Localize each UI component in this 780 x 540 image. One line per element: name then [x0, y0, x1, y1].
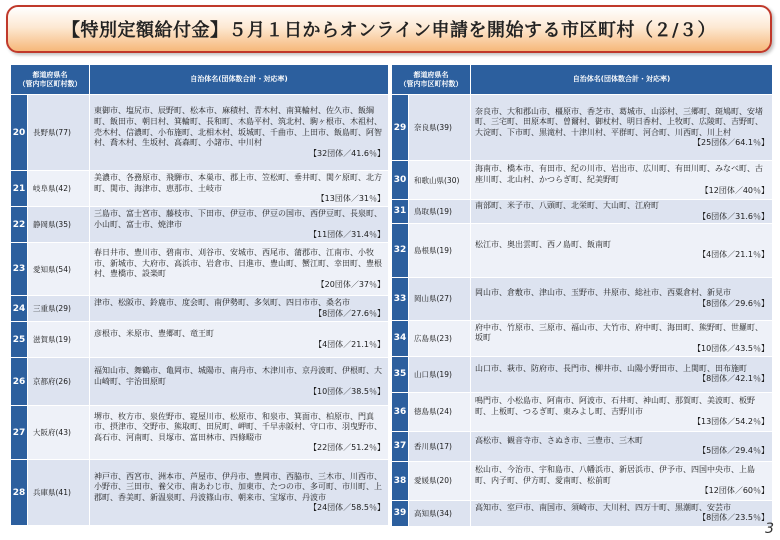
count-and-rate: 【8団体／29.6％】 — [698, 298, 769, 308]
municipality-list: 高松市、観音寺市、さぬき市、三豊市、三木町 — [475, 435, 643, 445]
municipality-list: 府中市、竹原市、三原市、福山市、大竹市、府中町、海田町、熊野町、世羅町、坂町 — [475, 322, 763, 343]
municipality-list: 松江市、奥出雲町、西ノ島町、飯南町 — [475, 239, 611, 249]
municipality-cell — [471, 200, 773, 224]
table-row — [392, 95, 773, 161]
prefecture-name: 大阪府(43) — [28, 406, 90, 460]
table-row — [392, 500, 773, 526]
prefecture-name: 山口県(19) — [409, 356, 471, 392]
count-and-rate: 【12団体／60％】 — [700, 486, 769, 496]
table-row — [11, 243, 389, 296]
municipality-list: 高知市、室戸市、南国市、須崎市、大川村、四万十町、黒潮町、安芸市 — [475, 502, 731, 512]
municipality-list: 彦根市、米原市、豊郷町、竜王町 — [94, 329, 214, 339]
count-and-rate: 【12団体／40％】 — [700, 185, 769, 195]
municipality-cell — [471, 500, 773, 526]
table-row — [392, 223, 773, 277]
count-and-rate: 【5団体／29.4％】 — [698, 446, 769, 456]
municipality-list: 海南市、橋本市、有田市、紀の川市、岩出市、広川町、有田川町、みなべ町、古座川町、北山村、かつらぎ町、紀美野町 — [475, 164, 763, 184]
prefecture-name: 岐阜県(42) — [28, 171, 90, 207]
count-and-rate: 【10団体／38.5％】 — [309, 387, 385, 397]
prefecture-header-line1: 都道府県名 — [413, 70, 449, 79]
table-row — [392, 277, 773, 320]
municipality-cell — [471, 461, 773, 500]
prefecture-name: 兵庫県(41) — [28, 460, 90, 526]
prefecture-name: 滋賀県(19) — [28, 322, 90, 358]
prefecture-name: 鳥取県(19) — [409, 200, 471, 224]
count-and-rate: 【4団体／21.1％】 — [698, 250, 769, 260]
row-number: 21 — [11, 171, 28, 207]
prefecture-name: 高知県(34) — [409, 500, 471, 526]
row-number: 35 — [392, 356, 409, 392]
row-number: 39 — [392, 500, 409, 526]
prefecture-name: 徳島県(24) — [409, 392, 471, 431]
prefecture-name: 静岡県(35) — [28, 207, 90, 243]
municipality-list: 三島市、富士宮市、藤枝市、下田市、伊豆市、伊豆の国市、西伊豆町、長泉町、小山町、富士市、焼津市 — [94, 208, 382, 229]
count-and-rate: 【8団体／23.5％】 — [698, 513, 769, 523]
right-table-header — [392, 65, 773, 95]
municipality-cell — [90, 243, 389, 296]
count-and-rate: 【13団体／54.2％】 — [693, 417, 769, 427]
page-number: 3 — [765, 521, 774, 537]
prefecture-header-line2: （管内市区町村数） — [18, 79, 82, 88]
municipality-list: 神戸市、西宮市、洲本市、芦屋市、伊丹市、豊岡市、西脇市、三木市、川西市、小野市、三田市、養父市、南あわじ市、加東市、たつの市、多可町、市川町、上郡町、香美町、新温泉町、丹波篠山市、朝来市、宝塚市、丹波市 — [94, 471, 382, 502]
table-row — [11, 171, 389, 207]
prefecture-name: 京都府(26) — [28, 358, 90, 406]
count-and-rate: 【10団体／43.5％】 — [693, 343, 769, 353]
row-number: 36 — [392, 392, 409, 431]
page-title: 【特別定額給付金】５月１日からオンライン申請を開始する市区町村（２/３） — [6, 5, 772, 53]
table-row — [392, 200, 773, 224]
municipality-list: 松山市、今治市、宇和島市、八幡浜市、新居浜市、伊予市、四国中央市、上島町、内子町、伊方町、愛南町、松前町 — [475, 465, 755, 485]
count-and-rate: 【6団体／31.6％】 — [698, 211, 769, 221]
count-and-rate: 【20団体／37％】 — [316, 279, 385, 289]
left-table-body — [11, 95, 389, 526]
prefecture-name: 愛知県(54) — [28, 243, 90, 296]
table-row — [11, 460, 389, 526]
row-number: 26 — [11, 358, 28, 406]
municipality-cell — [471, 431, 773, 461]
count-and-rate: 【13団体／31％】 — [316, 194, 385, 204]
prefecture-name: 愛媛県(20) — [409, 461, 471, 500]
municipality-list: 南部町、米子市、八頭町、北栄町、大山町、江府町 — [475, 201, 659, 210]
table-row — [11, 296, 389, 322]
row-number: 32 — [392, 223, 409, 277]
prefecture-column-header — [392, 65, 471, 95]
prefecture-name: 島根県(19) — [409, 223, 471, 277]
prefecture-name: 長野県(77) — [28, 95, 90, 171]
municipality-list: 美濃市、各務原市、飛騨市、本巣市、郡上市、笠松町、垂井町、関ケ原町、北方町、関市、海津市、恵那市、土岐市 — [94, 172, 382, 193]
municipality-cell — [471, 277, 773, 320]
row-number: 28 — [11, 460, 28, 526]
municipality-cell — [90, 296, 389, 322]
row-number: 22 — [11, 207, 28, 243]
row-number: 24 — [11, 296, 28, 322]
municipality-list: 春日井市、豊川市、碧南市、刈谷市、安城市、西尾市、蒲郡市、江南市、小牧市、新城市、大府市、高浜市、岩倉市、日進市、豊山町、蟹江町、幸田町、豊根村、豊橋市、設楽町 — [94, 248, 382, 279]
prefecture-name: 三重県(29) — [28, 296, 90, 322]
municipality-list: 東御市、塩尻市、辰野町、松本市、麻積村、青木村、南箕輪村、佐久市、飯綱町、飯田市、朝日村、箕輪町、長和町、木島平村、筑北村、駒ヶ根市、木祖村、売木村、信濃町、小布施町、北相木村、坂城町、千曲市、上田市、飯島町、阿智村、喬木村、生坂村、高森町、小諸市、中川村 — [94, 106, 382, 148]
right-table-body — [392, 95, 773, 527]
row-number: 33 — [392, 277, 409, 320]
table-row — [11, 207, 389, 243]
prefecture-name: 和歌山県(30) — [409, 161, 471, 200]
municipality-cell — [90, 406, 389, 460]
prefecture-name: 香川県(17) — [409, 431, 471, 461]
prefecture-header-line2: （管内市区町村数） — [399, 79, 463, 88]
count-and-rate: 【8団体／27.6％】 — [314, 308, 385, 318]
left-table — [10, 64, 389, 526]
prefecture-column-header — [11, 65, 90, 95]
count-and-rate: 【24団体／58.5％】 — [309, 503, 385, 513]
municipality-column-header: 自治体名(団体数合計・対応率) — [471, 65, 773, 95]
right-table — [391, 64, 773, 527]
table-row — [392, 161, 773, 200]
municipality-list: 岡山市、倉敷市、津山市、玉野市、井原市、総社市、西粟倉村、新見市 — [475, 288, 731, 298]
row-number: 27 — [11, 406, 28, 460]
table-row — [11, 358, 389, 406]
row-number: 30 — [392, 161, 409, 200]
count-and-rate: 【8団体／42.1％】 — [698, 374, 769, 384]
count-and-rate: 【22団体／51.2％】 — [309, 443, 385, 453]
municipality-cell — [471, 95, 773, 161]
row-number: 23 — [11, 243, 28, 296]
municipality-list: 鳴門市、小松島市、阿南市、阿波市、石井町、神山町、那賀町、美波町、板野町、上板町、つるぎ町、東みよし町、吉野川市 — [475, 396, 755, 416]
count-and-rate: 【32団体／41.6％】 — [309, 148, 385, 158]
municipality-cell — [90, 358, 389, 406]
table-row — [392, 461, 773, 500]
count-and-rate: 【4団体／21.1％】 — [314, 339, 385, 349]
municipality-list: 福知山市、舞鶴市、亀岡市、城陽市、南丹市、木津川市、京丹波町、伊根町、大山崎町、宇治田原町 — [94, 365, 382, 386]
prefecture-name: 奈良県(39) — [409, 95, 471, 161]
prefecture-header-line1: 都道府県名 — [32, 70, 68, 79]
table-row — [11, 406, 389, 460]
municipality-column-header: 自治体名(団体数合計・対応率) — [90, 65, 389, 95]
municipality-cell — [90, 95, 389, 171]
row-number: 29 — [392, 95, 409, 161]
municipality-cell — [471, 320, 773, 356]
row-number: 20 — [11, 95, 28, 171]
table-row — [392, 392, 773, 431]
municipality-cell — [471, 392, 773, 431]
municipality-cell — [90, 322, 389, 358]
municipality-list: 津市、松阪市、鈴鹿市、度会町、南伊勢町、多気町、四日市市、桑名市 — [94, 298, 350, 308]
table-row — [11, 95, 389, 171]
table-row — [392, 356, 773, 392]
prefecture-name: 広島県(23) — [409, 320, 471, 356]
municipality-cell — [90, 171, 389, 207]
municipality-cell — [471, 223, 773, 277]
row-number: 31 — [392, 200, 409, 224]
table-row — [392, 320, 773, 356]
municipality-list: 堺市、枚方市、泉佐野市、寝屋川市、松原市、和泉市、箕面市、柏原市、門真市、摂津市、交野市、熊取町、田尻町、岬町、千早赤阪村、守口市、羽曳野市、高石市、河南町、貝塚市、富田林市、四條畷市 — [94, 411, 382, 442]
municipality-cell — [471, 356, 773, 392]
row-number: 37 — [392, 431, 409, 461]
municipality-list: 奈良市、大和郡山市、橿原市、香芝市、葛城市、山添村、三郷町、斑鳩町、安堵町、三宅町、田原本町、曽爾村、御杖村、明日香村、上牧町、広陵町、吉野町、大淀町、下市町、黒滝村、十津川村、平群町、河合町、川西町、川上村 — [475, 106, 763, 137]
left-table-header — [11, 65, 389, 95]
count-and-rate: 【11団体／31.4％】 — [309, 230, 385, 240]
table-row — [11, 322, 389, 358]
municipality-cell — [471, 161, 773, 200]
municipality-list: 山口市、萩市、防府市、長門市、柳井市、山陽小野田市、上関町、田布施町 — [475, 363, 747, 373]
table-row — [392, 431, 773, 461]
municipality-cell — [90, 460, 389, 526]
row-number: 25 — [11, 322, 28, 358]
prefecture-name: 岡山県(27) — [409, 277, 471, 320]
municipality-cell — [90, 207, 389, 243]
row-number: 38 — [392, 461, 409, 500]
count-and-rate: 【25団体／64.1％】 — [693, 138, 769, 148]
row-number: 34 — [392, 320, 409, 356]
